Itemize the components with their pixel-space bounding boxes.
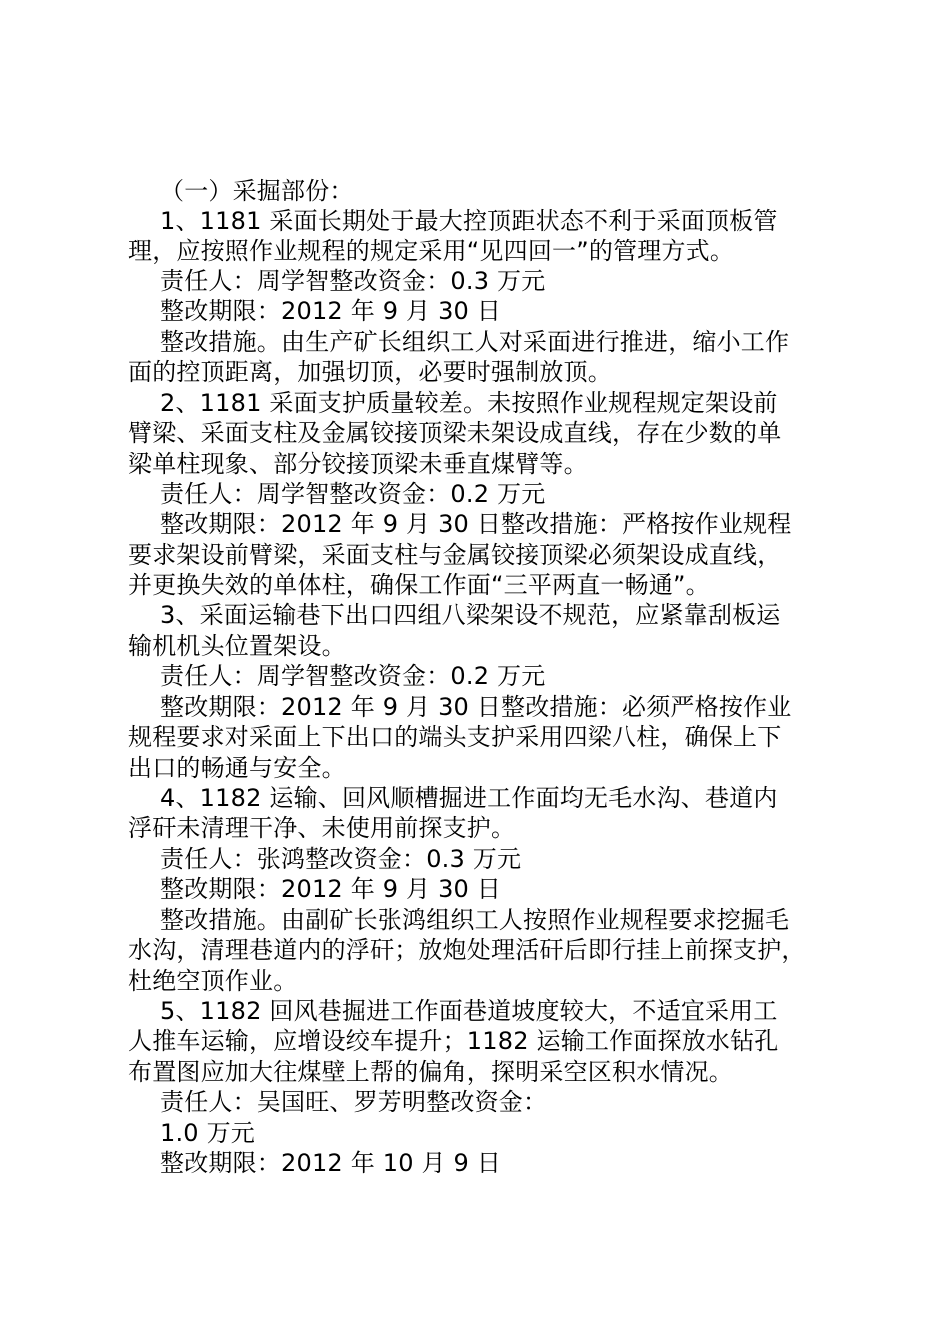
text-line: 整改期限：2012 年 9 月 30 日 (160, 297, 502, 325)
text-line: 要求架设前臂梁，采面支柱与金属铰接顶梁必须架设成直线， (128, 541, 782, 569)
section-heading: （一）采掘部份： (160, 177, 354, 205)
text-line: 责任人：张鸿整改资金：0.3 万元 (160, 845, 522, 873)
text-line: 4、1182 运输、回风顺槽掘进工作面均无毛水沟、巷道内 (160, 784, 778, 812)
text-line: 责任人：吴国旺、罗芳明整改资金： (160, 1088, 548, 1116)
text-line: 臂梁、采面支柱及金属铰接顶梁未架设成直线，存在少数的单 (128, 419, 782, 447)
text-line: 出口的畅通与安全。 (128, 754, 346, 782)
text-line: 1.0 万元 (160, 1119, 255, 1147)
text-line: 输机机头位置架设。 (128, 632, 346, 660)
text-line: 水沟，清理巷道内的浮矸；放炮处理活矸后即行挂上前探支护， (128, 936, 806, 964)
text-line: 3、采面运输巷下出口四组八梁架设不规范，应紧靠刮板运 (160, 601, 781, 629)
text-line: 规程要求对采面上下出口的端头支护采用四梁八柱，确保上下 (128, 723, 782, 751)
text-line: 人推车运输，应增设绞车提升；1182 运输工作面探放水钻孔 (128, 1027, 779, 1055)
text-line: 梁单柱现象、部分铰接顶梁未垂直煤臂等。 (128, 450, 588, 478)
text-line: 整改期限：2012 年 9 月 30 日整改措施：必须严格按作业 (160, 693, 792, 721)
text-line: 整改期限：2012 年 10 月 9 日 (160, 1149, 502, 1177)
text-line: 5、1182 回风巷掘进工作面巷道坡度较大，不适宜采用工 (160, 997, 778, 1025)
text-line: 整改措施。由生产矿长组织工人对采面进行推进，缩小工作 (160, 328, 790, 356)
text-line: 面的控顶距离，加强切顶，必要时强制放顶。 (128, 358, 612, 386)
text-line: 布置图应加大往煤壁上帮的偏角，探明采空区积水情况。 (128, 1058, 733, 1086)
text-line: 1、1181 采面长期处于最大控顶距状态不利于采面顶板管 (160, 207, 778, 235)
text-line: 整改期限：2012 年 9 月 30 日整改措施：严格按作业规程 (160, 510, 792, 538)
text-line: 整改措施。由副矿长张鸿组织工人按照作业规程要求挖掘毛 (160, 906, 790, 934)
text-line: 整改期限：2012 年 9 月 30 日 (160, 875, 502, 903)
text-line: 责任人：周学智整改资金：0.3 万元 (160, 267, 546, 295)
text-line: 并更换失效的单体柱，确保工作面“三平两直一畅通”。 (128, 571, 710, 599)
text-line: 责任人：周学智整改资金：0.2 万元 (160, 662, 546, 690)
text-line: 杜绝空顶作业。 (128, 967, 298, 995)
text-line: 浮矸未清理干净、未使用前探支护。 (128, 814, 516, 842)
text-line: 2、1181 采面支护质量较差。未按照作业规程规定架设前 (160, 389, 778, 417)
text-line: 责任人：周学智整改资金：0.2 万元 (160, 480, 546, 508)
text-line: 理，应按照作业规程的规定采用“见四回一”的管理方式。 (128, 237, 735, 265)
